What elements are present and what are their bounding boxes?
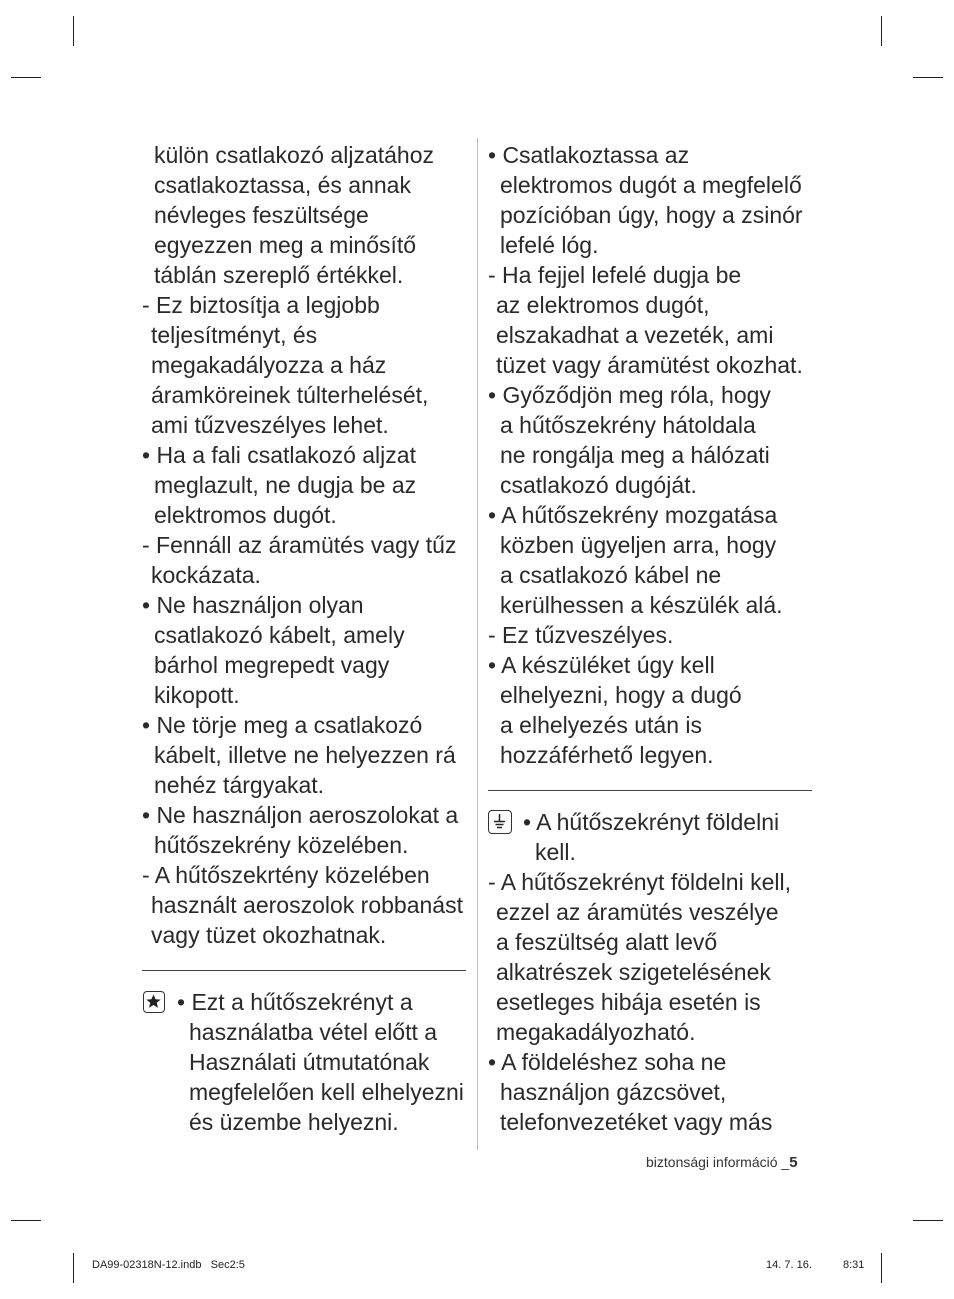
text-line: ezzel az áramütés veszélye: [496, 899, 779, 925]
text-line: • Ne használjon olyan: [142, 592, 364, 618]
text-line: • Ha a fali csatlakozó aljzat: [142, 442, 416, 468]
text-line: telefonvezetéket vagy más: [500, 1109, 773, 1135]
text-line: külön csatlakozó aljzatához: [154, 142, 434, 168]
text-line: meglazult, ne dugja be az: [154, 472, 417, 498]
text-line: a csatlakozó kábel ne: [500, 562, 722, 588]
text-line: megakadályozza a ház: [151, 352, 387, 378]
text-line: megfelelően kell elhelyezni: [189, 1079, 464, 1105]
text-line: Használati útmutatónak: [189, 1049, 430, 1075]
print-time: 8:31: [843, 1259, 865, 1271]
text-line: ne rongálja meg a hálózati: [500, 442, 770, 468]
text-line: elhelyezni, hogy a dugó: [500, 682, 742, 708]
text-line: csatlakozó dugóját.: [500, 472, 697, 498]
text-line: • A hűtőszekrény mozgatása: [488, 502, 778, 528]
text-line: • A készüléket úgy kell: [488, 652, 715, 678]
text-line: hozzáférhető legyen.: [500, 742, 714, 768]
text-line: pozícióban úgy, hogy a zsinór: [500, 202, 803, 228]
text-line: - Ez biztosítja a legjobb: [142, 292, 380, 318]
text-line: • Győződjön meg róla, hogy: [488, 382, 771, 408]
text-line: elszakadhat a vezeték, ami: [496, 322, 774, 348]
text-line: bárhol megrepedt vagy: [154, 652, 390, 678]
text-line: csatlakoztassa, és annak: [154, 172, 411, 198]
text-line: a elhelyezés után is: [500, 712, 703, 738]
text-line: tüzet vagy áramütést okozhat.: [496, 352, 803, 378]
right-text-block: [488, 140, 818, 770]
page-number: 5: [789, 1154, 798, 1171]
crop-mark: [11, 77, 41, 78]
text-line: közben ügyeljen arra, hogy: [500, 532, 777, 558]
crop-mark: [73, 1253, 74, 1283]
left-notice-text: [142, 987, 472, 1137]
crop-mark: [11, 1220, 41, 1221]
right-column: [488, 140, 818, 770]
text-line: az elektromos dugót,: [496, 292, 710, 318]
text-line: áramköreinek túlterhelését,: [151, 382, 429, 408]
text-line: • Ne használjon aeroszolokat a: [142, 802, 459, 828]
text-line: - Ez tűzveszélyes.: [488, 622, 674, 648]
text-line: megakadályozható.: [496, 1019, 696, 1045]
page-footer: [646, 1154, 798, 1171]
text-line: a feszültség alatt levő: [496, 929, 718, 955]
text-line: kockázata.: [151, 562, 261, 588]
right-ground-text: [488, 807, 818, 1137]
crop-mark: [913, 1220, 943, 1221]
crop-mark: [881, 1253, 882, 1283]
text-line: nehéz tárgyakat.: [154, 772, 325, 798]
text-line: kell.: [535, 839, 576, 865]
text-line: elektromos dugót.: [154, 502, 337, 528]
right-section-rule: [488, 790, 812, 791]
text-line: elektromos dugót a megfelelő: [500, 172, 802, 198]
text-line: - Ha fejjel lefelé dugja be: [488, 262, 742, 288]
left-section-rule: [142, 970, 466, 971]
text-line: a hűtőszekrény hátoldala: [500, 412, 756, 438]
text-line: esetleges hibája esetén is: [496, 989, 761, 1015]
text-line: csatlakozó kábelt, amely: [154, 622, 405, 648]
text-line: ami tűzveszélyes lehet.: [151, 412, 389, 438]
print-date: 14. 7. 16.: [766, 1259, 812, 1271]
text-line: használjon gázcsövet,: [500, 1079, 727, 1105]
text-line: alkatrészek szigetelésének: [496, 959, 771, 985]
crop-mark: [913, 77, 943, 78]
text-line: • Ne törje meg a csatlakozó: [142, 712, 423, 738]
crop-mark: [73, 16, 74, 46]
text-line: • Ezt a hűtőszekrényt a: [177, 989, 413, 1015]
text-line: vagy tüzet okozhatnak.: [151, 922, 387, 948]
text-line: táblán szereplő értékkel.: [154, 262, 404, 288]
text-line: - Fennáll az áramütés vagy tűz: [142, 532, 457, 558]
text-line: • A hűtőszekrényt földelni: [523, 809, 780, 835]
left-text-block: [142, 140, 472, 950]
text-line: és üzembe helyezni.: [189, 1109, 399, 1135]
crop-mark: [881, 16, 882, 46]
text-line: hűtőszekrény közelében.: [154, 832, 409, 858]
column-divider: [477, 138, 478, 1150]
left-notice: [142, 987, 472, 1137]
text-line: - A hűtőszekrtény közelében: [142, 862, 430, 888]
right-ground-notice: [488, 807, 818, 1137]
file-slug: DA99-02318N-12.indb Sec2:5: [92, 1259, 245, 1271]
text-line: • Csatlakoztassa az: [488, 142, 690, 168]
section-label: biztonsági információ _: [646, 1154, 790, 1170]
text-line: kikopott.: [154, 682, 240, 708]
text-line: kerülhessen a készülék alá.: [500, 592, 783, 618]
left-column: [142, 140, 472, 950]
text-line: kábelt, illetve ne helyezzen rá: [154, 742, 456, 768]
text-line: névleges feszültsége: [154, 202, 369, 228]
text-line: lefelé lóg.: [500, 232, 599, 258]
text-line: teljesítményt, és: [151, 322, 318, 348]
text-line: használatba vétel előtt a: [189, 1019, 438, 1045]
text-line: • A földeléshez soha ne: [488, 1049, 727, 1075]
text-line: - A hűtőszekrényt földelni kell,: [488, 869, 791, 895]
text-line: egyezzen meg a minősítő: [154, 232, 417, 258]
text-line: használt aeroszolok robbanást: [151, 892, 463, 918]
